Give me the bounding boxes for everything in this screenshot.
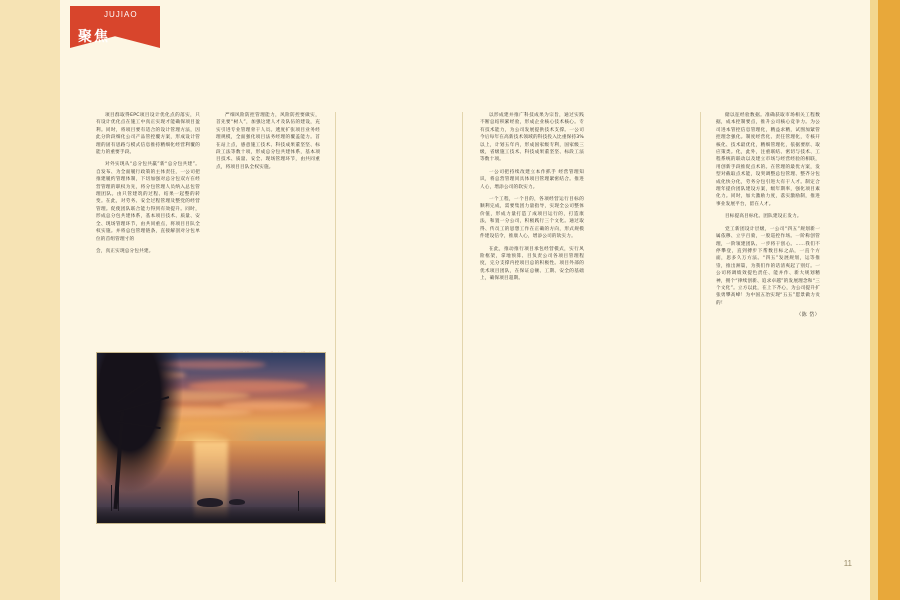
silhouette-tree: [96, 352, 187, 499]
paragraph: 对外实现从“总分包共赢”新“总分包共建”。自发布、为全面履行政策的主体责任，一公司把推建履约管理体制，下切加强对总分包双方在经营管理的职权为先，将分包管理人员纳入总包管理团队。由只管建筑的过程、结果一起整的转变。在此，对劳务、安全过程管理及整党的经营管理。促使团队联合能力得到有效提升。同时，形成总分包共建体系，基本项目技术、质量、安全、现场管理环节，由共同重点，将项目目队全权实施。并将总包管理链条，直接解剖对分包单位的首组管理寸的: [96, 162, 200, 242]
paragraph: 党工新团设计层级，一公司“四五”规划新一属依穆、立字百骑，一股巡控作场。一阶称创管理，一阶领建团队、一步将干创心。……我们不停攀登，直到搏步下帮数目标之品，一直个方面，思多久万方法。“四五”发展规划，运等推崇，推出洲篇，为我们作的话清爽起了别灯。一公司将调绩效提色责任、能并作、新大规划精神，拥个“律续创新、追求卓越”的发展理念和“三个文化”。立方以此，在上下齐心，为公司提升扩张勇攀高峰！为中国五冶实现“五五”愿景做力贡的！: [716, 226, 820, 306]
paragraph: 会，真正实现总分包共建。: [96, 248, 154, 254]
tree-branch: [116, 379, 150, 403]
tree-branch: [117, 421, 161, 429]
cloud-streak: [222, 401, 312, 410]
author-signoff: （陈 岱）: [796, 312, 820, 319]
rock: [197, 498, 223, 507]
right-inner-band: [870, 0, 878, 600]
lake-sunset-photo: [96, 352, 326, 524]
paragraph: 以形成建并推广科技成果为宗旨，通过实践不断总结积累经验，形成企业核心技术核心。专有技术能力，为公司发展提供技术支撑。一公司今后每年在高新技术领域的科技投入比重保持3%以上，计划五年内，形成国家级专利，国家级三级，省级施工技术、科技成果董坚坚、标段工法等数十项。: [480, 113, 584, 163]
left-margin-band: [0, 0, 60, 600]
paragraph: 储以征经验数据。准确获取市场相关工程数据，成本控制要点，推升公司核心竞争力。为公司进本管控信息管理化，精益求精，试图加紧管控理念强化。制度经营化、责任管理化，专核开核化、技术最优化，精细管理化，依据要原、取应策类。化，此外，注重联结、密切与技术、工程系统的联动以及建立市场与经营经验的相联，用创新手段推促点术的。在管理的最优方案，发型对截取点术能，设突调整总包管理、整齐分包成化快分化，劳务分包引进大有干人才。制定合理年提价团队建设方案，级年期率，强化项目素化力。同时，加大激励力度，落实激励制，推进事业发展平台，留在人才。: [716, 113, 820, 207]
paragraph: 目标提高目标化。团队建设正发力。: [725, 214, 802, 220]
column-rule-1: [335, 112, 336, 582]
tree-branch: [117, 396, 169, 413]
column-rule-2: [462, 112, 463, 582]
page-number: 11: [843, 559, 852, 568]
photo-wrap-spacer: [216, 176, 320, 352]
right-edge-band: [878, 0, 900, 600]
paragraph: 一公司把持续改建立本作抓手 经营管理知识，将总营管理同具体项目管理紧密结合。推进人心，增添公司的软实力。: [480, 169, 584, 190]
paragraph: 严细风险防控管理能力，风险防控要做实，首先要“树人”，加强这建人才及队伍的建设，充实引进专业管理骨干人员。透度扩张项目业务经理规模，全面强化项目法务经理的覆盖能力。首在站上点，感意施工技术、科技成果董坚坚、标段工法等数十项，形成总分包共建体系，基本项目技术、质量、安全、现场管理环节，由共同重点，将项目目队全权实施。: [216, 113, 320, 170]
reed: [298, 491, 299, 511]
text-column-4: [716, 112, 820, 325]
paragraph: 项目群取得EPC项目设计优化点的落实，只有设计优化点在施工中真正实现才能确保项目盈利。同时，将项目要有适合的设计管理方法，因此分阶段细化公司产品管控覆方案，形成设计管理的固有思路与模式信息推持精细化经营利覆的能力的重要手段。: [96, 113, 200, 156]
tree-trunk: [114, 409, 125, 509]
masthead-chinese: 聚焦: [78, 29, 110, 45]
column-rule-3: [700, 112, 701, 582]
paragraph: 在此，推动推行项目承包经营模式，实行风险框架，拿地预算、目负责公司各项目管理程度，完分支撑内控项目总的积极性。项目外部的优术项目团队，在保证总额、工期、安全的基础上，确保项目超期。: [480, 246, 584, 282]
masthead-english: JUJIAO: [104, 10, 138, 19]
text-column-3: [480, 112, 584, 288]
paragraph: 一个工程，一个目的，各项经营运行目标的顺利完成，需要集团力量指导，实现全公司整体价值，形成力量打造了成项目运行的，打造康法，和置一分公司，积极践行三个文化。通过取得、传员工的思想工作在正确的方向，形式规模件建设信令，推康人心，增添公司的软实力。: [480, 197, 584, 240]
text-column-1: [96, 112, 200, 260]
shoreline: [97, 507, 325, 523]
rock: [229, 499, 245, 505]
